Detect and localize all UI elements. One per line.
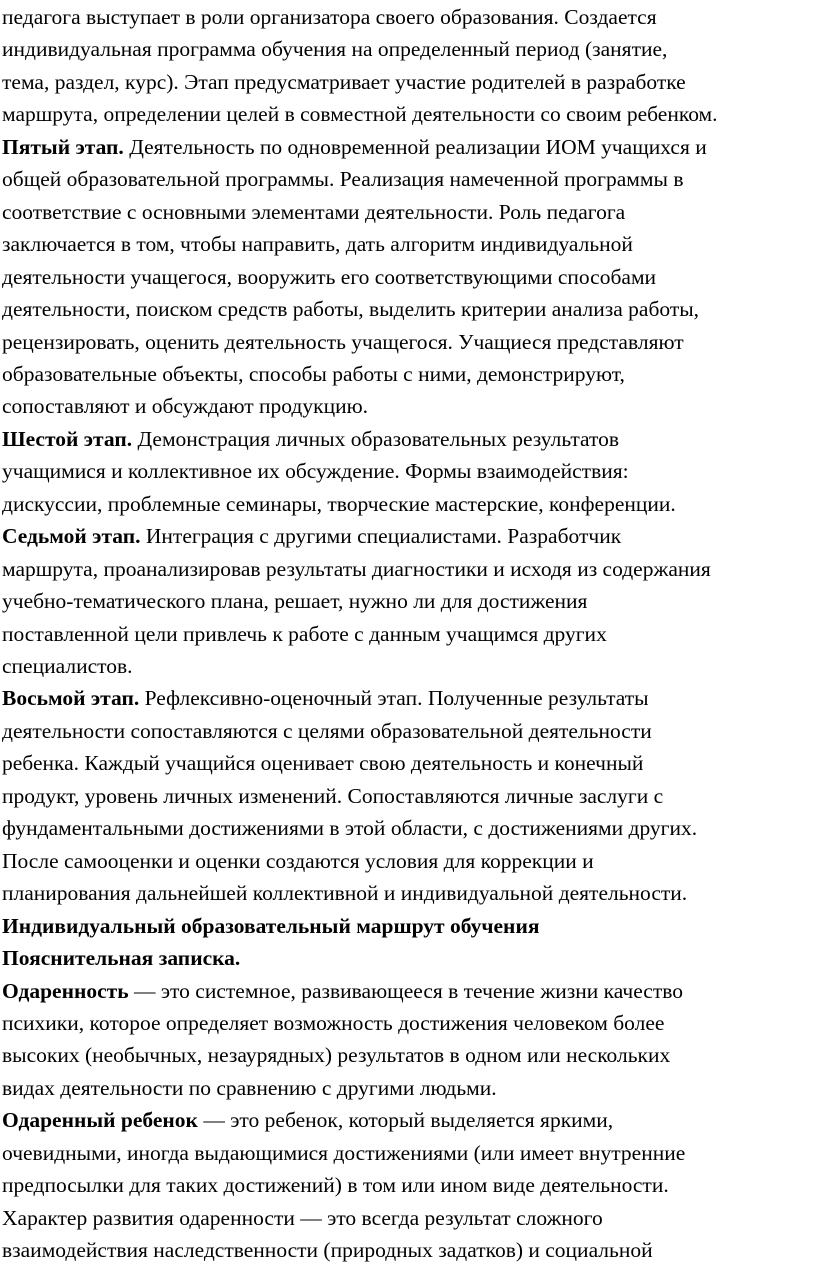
line-text: тема, раздел, курс). Этап предусматривает участие родителей в разработке bbox=[2, 69, 686, 94]
line-text: взаимодействия наследственности (природных задатков) и социальной bbox=[2, 1238, 653, 1263]
line-text: заключается в том, чтобы направить, дать алгоритм индивидуальной bbox=[2, 232, 633, 257]
text-line bbox=[2, 33, 667, 65]
text-line bbox=[2, 358, 625, 390]
text-line bbox=[2, 326, 684, 358]
bold-heading: Индивидуальный образовательный маршрут обучения bbox=[2, 913, 540, 938]
line-text: учебно-тематического плана, решает, нужно ли для достижения bbox=[2, 589, 588, 614]
line-text: деятельности учащегося, вооружить его соответствующими способами bbox=[2, 264, 657, 289]
line-text: После самооценки и оценки создаются условия для коррекции и bbox=[2, 848, 594, 873]
line-text: педагога выступает в роли организатора своего образования. Создается bbox=[2, 5, 657, 29]
line-text: общей образовательной программы. Реализация намеченной программы в bbox=[2, 167, 684, 192]
text-line bbox=[2, 520, 621, 552]
text-line bbox=[2, 715, 652, 747]
text-line bbox=[2, 975, 683, 1007]
line-text: деятельности, поиском средств работы, выделить критерии анализа работы, bbox=[2, 297, 700, 322]
line-text: Рефлексивно-оценочный этап. Полученные результаты bbox=[139, 686, 649, 711]
line-text: предпосылки для таких достижений) в том или ином виде деятельности. bbox=[2, 1173, 669, 1198]
bold-heading: Пояснительная записка. bbox=[2, 946, 241, 971]
line-text: соответствие с основными элементами деятельности. Роль педагога bbox=[2, 199, 626, 224]
line-text: очевидными, иногда выдающимися достижениями (или имеет внутренние bbox=[2, 1140, 686, 1165]
line-text: психики, которое определяет возможность достижения человеком более bbox=[2, 1010, 665, 1035]
line-text: поставленной цели привлечь к работе с данным учащимся других bbox=[2, 621, 607, 646]
text-line bbox=[2, 1072, 497, 1104]
text-line bbox=[2, 488, 676, 520]
text-line bbox=[2, 1, 657, 33]
bold-heading: Одаренность bbox=[2, 978, 129, 1003]
text-line bbox=[2, 261, 656, 293]
line-text: видах деятельности по сравнению с другими людьми. bbox=[2, 1075, 497, 1100]
text-line bbox=[2, 1039, 670, 1071]
text-line bbox=[2, 682, 649, 714]
bold-heading: Одаренный ребенок bbox=[2, 1108, 198, 1133]
text-line bbox=[2, 877, 687, 909]
line-text: — это системное, развивающееся в течение жизни качество bbox=[128, 978, 683, 1003]
line-text: деятельности сопоставляются с целями образовательной деятельности bbox=[2, 718, 652, 743]
line-text: специалистов. bbox=[2, 654, 133, 678]
line-text: сопоставляют и обсуждают продукцию. bbox=[2, 394, 369, 419]
line-text: Демонстрация личных образовательных результатов bbox=[132, 426, 619, 451]
text-line bbox=[2, 1234, 653, 1266]
text-line bbox=[2, 910, 539, 942]
text-line bbox=[2, 618, 607, 650]
text-line bbox=[2, 942, 240, 974]
text-line bbox=[2, 131, 707, 163]
bold-heading: Седьмой этап. bbox=[2, 524, 141, 549]
text-line bbox=[2, 455, 629, 487]
bold-heading: Восьмой этап. bbox=[2, 686, 140, 711]
text-line bbox=[2, 1137, 685, 1169]
text-line bbox=[2, 228, 633, 260]
line-text: маршрута, определении целей в совместной деятельности со своим ребенком. bbox=[2, 102, 718, 127]
bold-heading: Пятый этап. bbox=[2, 134, 124, 159]
text-line bbox=[2, 1202, 603, 1234]
line-text: учащимися и коллективное их обсуждение. Формы взаимодействия: bbox=[2, 459, 629, 484]
text-line bbox=[2, 1104, 613, 1136]
text-line bbox=[2, 747, 643, 779]
text-line bbox=[2, 585, 587, 617]
text-line bbox=[2, 553, 711, 585]
bold-heading: Шестой этап. bbox=[2, 426, 133, 451]
line-text: — это ребенок, который выделяется яркими, bbox=[197, 1108, 614, 1133]
text-line bbox=[2, 98, 718, 130]
line-text: высоких (необычных, незаурядных) результатов в одном или нескольких bbox=[2, 1043, 671, 1068]
line-text: Деятельность по одновременной реализации ИОМ учащихся и bbox=[123, 134, 707, 159]
text-line bbox=[2, 196, 625, 228]
text-line bbox=[2, 293, 699, 325]
text-line bbox=[2, 390, 368, 422]
text-line bbox=[2, 780, 663, 812]
line-text: фундаментальными достижениями в этой области, с достижениями других. bbox=[2, 816, 698, 841]
line-text: планирования дальнейшей коллективной и индивидуальной деятельности. bbox=[2, 881, 688, 906]
text-line bbox=[2, 66, 686, 98]
line-text: Интеграция с другими специалистами. Разработчик bbox=[140, 524, 622, 549]
line-text: дискуссии, проблемные семинары, творческие мастерские, конференции. bbox=[2, 491, 676, 516]
line-text: Характер развития одаренности — это всегда результат сложного bbox=[2, 1205, 603, 1230]
text-line bbox=[2, 812, 697, 844]
text-line bbox=[2, 650, 133, 682]
text-line bbox=[2, 1169, 669, 1201]
line-text: продукт, уровень личных изменений. Сопоставляются личные заслуги с bbox=[2, 783, 664, 808]
line-text: ребенка. Каждый учащийся оценивает свою деятельность и конечный bbox=[2, 751, 644, 776]
text-line bbox=[2, 845, 594, 877]
text-line bbox=[2, 423, 619, 455]
text-line bbox=[2, 1007, 664, 1039]
line-text: образовательные объекты, способы работы с ними, демонстрируют, bbox=[2, 361, 625, 386]
text-line bbox=[2, 163, 683, 195]
line-text: маршрута, проанализировав результаты диагностики и исходя из содержания bbox=[2, 556, 711, 581]
line-text: рецензировать, оценить деятельность учащегося. Учащиеся представляют bbox=[2, 329, 684, 354]
line-text: индивидуальная программа обучения на определенный период (занятие, bbox=[2, 37, 668, 62]
